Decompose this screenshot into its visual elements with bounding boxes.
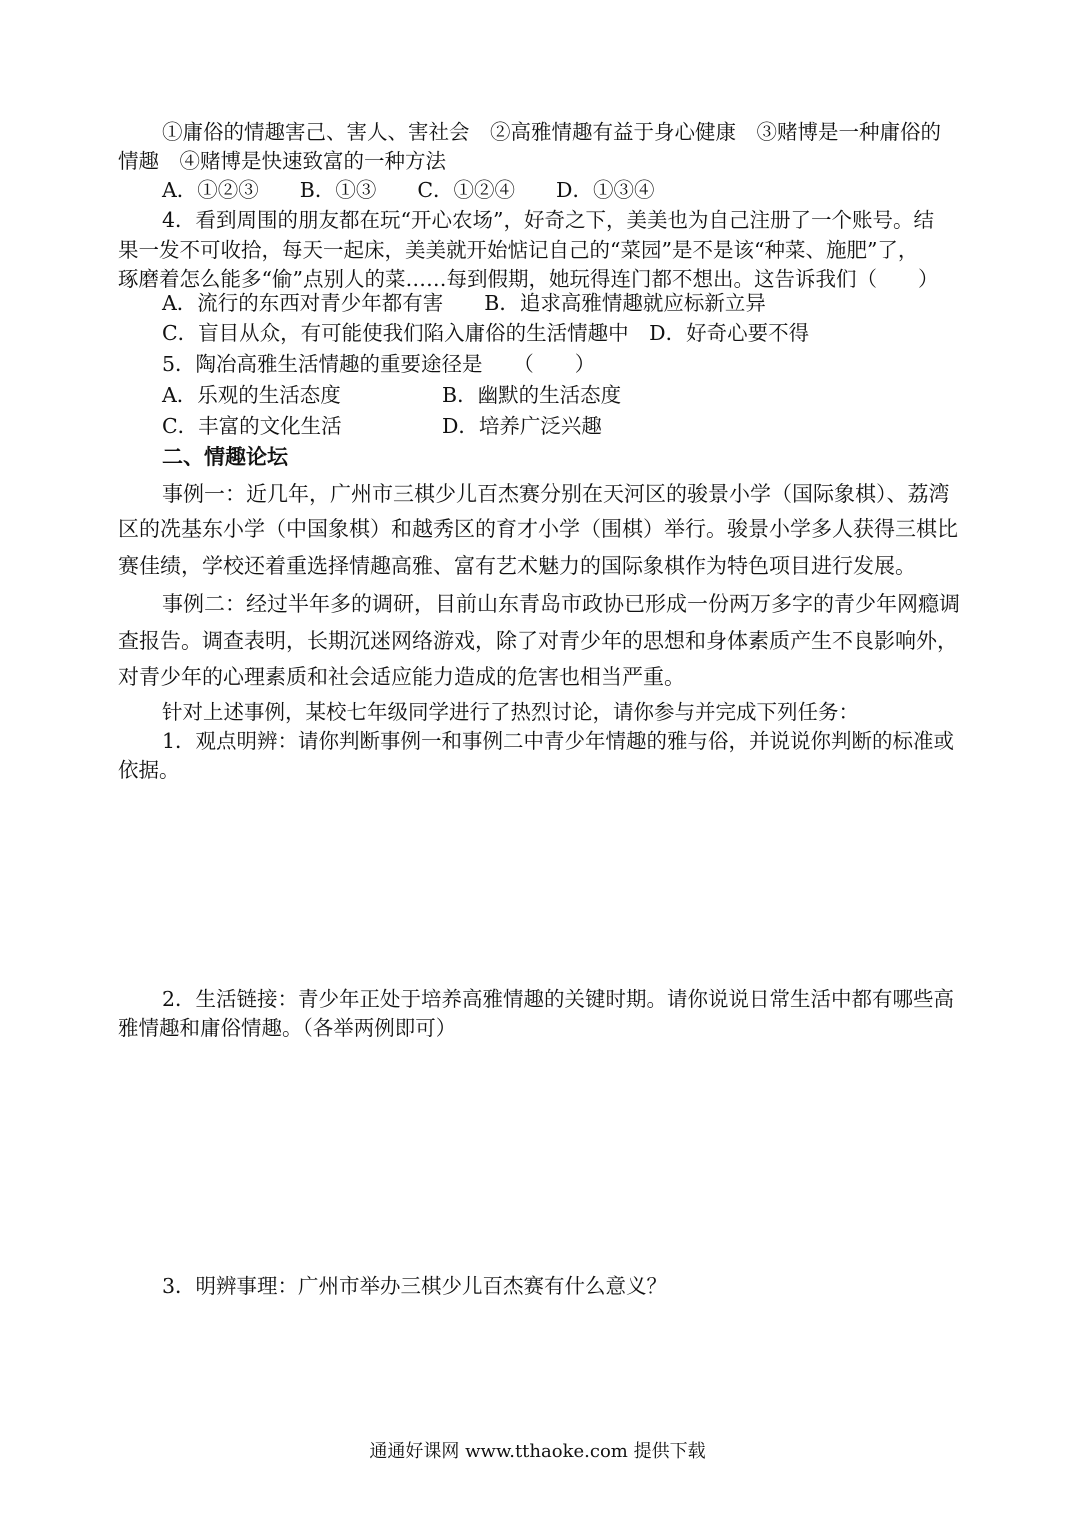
q5-option-d: D．培养广泛兴趣 <box>442 414 602 438</box>
q5-stem: 5．陶冶高雅生活情趣的重要途径是 （ ） <box>162 352 596 376</box>
section-heading: 二、情趣论坛 <box>162 445 288 469</box>
case2-line3: 对青少年的心理素质和社会适应能力造成的危害也相当严重。 <box>118 665 685 689</box>
case1-line2: 区的冼基东小学（中国象棋）和越秀区的育才小学（围棋）举行。骏景小学多人获得三棋比 <box>118 517 958 541</box>
case1-line3: 赛佳绩，学校还着重选择情趣高雅、富有艺术魅力的国际象棋作为特色项目进行发展。 <box>118 554 916 578</box>
task3: 3．明辨事理：广州市举办三棋少儿百杰赛有什么意义？ <box>162 1274 668 1298</box>
case2-line2: 查报告。调查表明，长期沉迷网络游戏，除了对青少年的思想和身体素质产生不良影响外， <box>118 629 958 653</box>
q4-stem-line3: 琢磨着怎么能多“偷”点别人的菜……每到假期，她玩得连门都不想出。这告诉我们（ ） <box>118 267 939 291</box>
q3-options: A．①②③ B．①③ C．①②④ D．①③④ <box>162 178 655 202</box>
task2-line1: 2．生活链接：青少年正处于培养高雅情趣的关键时期。请你说说日常生活中都有哪些高 <box>162 987 955 1011</box>
case2-line1: 事例二：经过半年多的调研，目前山东青岛市政协已形成一份两万多字的青少年网瘾调 <box>162 592 960 616</box>
q5-option-c: C．丰富的文化生活 <box>162 414 342 438</box>
q5-option-b: B．幽默的生活态度 <box>442 383 622 407</box>
q3-statements-line2: 情趣 ④赌博是快速致富的一种方法 <box>118 149 446 173</box>
task1-line1: 1．观点明辨：请你判断事例一和事例二中青少年情趣的雅与俗，并说说你判断的标准或 <box>162 729 955 753</box>
q4-option-line2: C．盲目从众，有可能使我们陷入庸俗的生活情趣中 D．好奇心要不得 <box>162 321 810 345</box>
q4-stem-line1: 4．看到周围的朋友都在玩“开心农场”，好奇之下，美美也为自己注册了一个账号。结 <box>162 208 935 232</box>
q5-option-a: A．乐观的生活态度 <box>162 383 341 407</box>
q4-stem-line2: 果一发不可收拾，每天一起床，美美就开始惦记自己的“菜园”是不是该“种菜、施肥”了， <box>118 238 919 262</box>
page-footer: 通通好课网 www.tthaoke.com 提供下载 <box>369 1441 706 1462</box>
q3-statements-line1: ①庸俗的情趣害己、害人、害社会 ②高雅情趣有益于身心健康 ③赌博是一种庸俗的 <box>162 120 941 144</box>
task2-line2: 雅情趣和庸俗情趣。（各举两例即可） <box>118 1016 457 1040</box>
discussion-intro: 针对上述事例，某校七年级同学进行了热烈讨论，请你参与并完成下列任务： <box>162 700 859 724</box>
task1-line2: 依据。 <box>118 758 180 782</box>
q4-option-line1: A．流行的东西对青少年都有害 B．追求高雅情趣就应标新立异 <box>162 291 766 315</box>
case1-line1: 事例一：近几年，广州市三棋少儿百杰赛分别在天河区的骏景小学（国际象棋）、荔湾 <box>162 482 950 506</box>
